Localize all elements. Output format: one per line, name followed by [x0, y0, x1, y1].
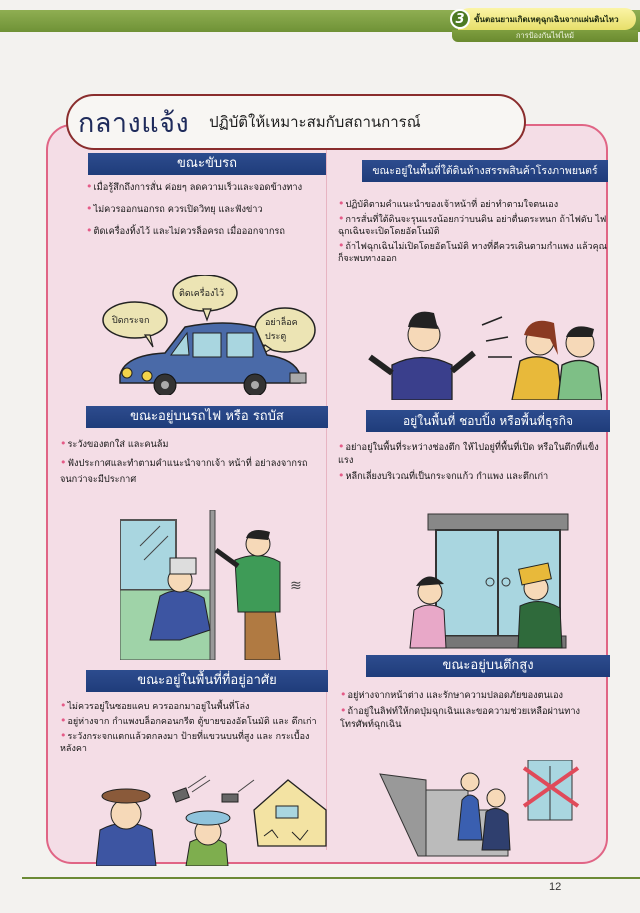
glass-door-building-illustration — [400, 510, 600, 650]
chapter-number-badge: 3 — [450, 9, 470, 29]
bullet-item: •ฟังประกาศและทำตามคำแนะนำจากเจ้า หน้าที่ อย่าลงจากรถจนกว่าจะมีประกาศ — [60, 456, 308, 485]
footer-rule — [22, 877, 640, 879]
car-illustration — [95, 275, 325, 395]
section-heading-train-bus: ขณะอยู่บนรถไฟ หรือ รถบัส — [86, 406, 328, 428]
bullet-item: •ถ้าอยู่ในลิฟท์ให้กดปุ่มฉุกเฉินและขอความช่วยเหลือผ่านทางโทรศัพท์ฉุกเฉิน — [340, 704, 580, 730]
bullet-item: •อย่าอยู่ในพื้นที่ระหว่างช่องตึก ให้ไปอยู่ที่พื้นที่เปิด หรือในตึกที่แข็งแรง — [338, 440, 599, 466]
bullet-item: •ระวังของตกใส่ และคนล้ม — [60, 437, 169, 450]
train-passengers-illustration — [120, 510, 320, 660]
svg-text:ประตู: ประตู — [265, 332, 287, 342]
page-subtitle: ปฏิบัติให้เหมาะสมกับสถานการณ์ — [209, 113, 421, 131]
bullet-item: •ติดเครื่องทิ้งไว้ และไม่ควรล็อครถ เมื่อออกจากรถ — [86, 224, 285, 237]
section-heading-shopping-business: อยู่ในพื้นที่ ชอบปิ้ง หรือพื้นที่ธุรกิจ — [366, 410, 610, 432]
bullet-item: •การสั่นที่ใต้ดินจะรุนแรงน้อยกว่าบนดิน อย่าตื่นตระหนก ถ้าไฟดับ ไฟฉุกเฉินจะเปิดโดยอัตโนมัติ — [338, 212, 607, 237]
chapter-tag — [455, 8, 636, 30]
stairs-evacuation-illustration — [378, 760, 603, 860]
residential-area-people-illustration — [96, 770, 336, 866]
bullet-item: •เมื่อรู้สึกถึงการสั่น ค่อยๆ ลดความเร็วและจอดข้างทาง — [86, 180, 303, 193]
bullet-item: •ไม่ควรอยู่ในซอยแคบ ควรออกมาอยู่ในพื้นที่โล่ง — [60, 699, 250, 712]
bullet-item: •อยู่ห่างจากหน้าต่าง และรักษาความปลอดภัยของตนเอง — [340, 688, 564, 701]
bubble-close-window: ปิดกระจก — [112, 316, 150, 326]
bullet-list-high-rise — [340, 688, 610, 733]
bullet-item: •อยู่ห่างจาก กำแพงบล็อกคอนกรีต ตู้ขายของอัตโนมัติ และ ตึกเก่า — [60, 714, 317, 727]
bullet-item: •ไม่ควรออกนอกรถ ควรเปิดวิทยุ และฟังข่าว — [86, 202, 263, 215]
section-heading-residential: ขณะอยู่ในพื้นที่ที่อยู่อาศัย — [86, 670, 328, 692]
bullet-list-train-bus — [60, 436, 322, 490]
bullet-item: •หลีกเลี่ยงบริเวณที่เป็นกระจกแก้ว กำแพง และตึกเก่า — [338, 469, 549, 482]
section-heading-driving: ขณะขับรถ — [88, 153, 326, 175]
staff-guiding-people-illustration — [362, 295, 602, 400]
chapter-subtitle: การป้องกันไฟไหม้ — [452, 30, 638, 42]
page-title: กลางแจ้ง — [78, 107, 190, 139]
section-heading-underground: ขณะอยู่ในพื้นที่ใต้ดินห้างสรรพสินค้าโรงภาพยนตร์ — [362, 160, 608, 182]
bullet-list-underground — [338, 198, 610, 267]
section-heading-high-rise: ขณะอยู่บนตึกสูง — [366, 655, 610, 677]
chapter-title: ขั้นตอนยามเกิดเหตุฉุกเฉินจากแผ่นดินไหว — [474, 14, 619, 24]
bullet-item: •ปฏิบัติตามคำแนะนำของเจ้าหน้าที่ อย่าทำตามใจตนเอง — [338, 197, 559, 210]
page-title-pill — [66, 94, 526, 150]
bullet-list-residential — [60, 700, 328, 757]
bullet-item: •ถ้าไฟฉุกเฉินไม่เปิดโดยอัตโนมัติ ทางที่ดีควรเดินตามกำแพง แล้วคุณก็จะพบทางออก — [338, 239, 607, 264]
bullet-list-driving — [86, 180, 322, 240]
bullet-list-shopping-business — [338, 440, 610, 485]
bullet-item: •ระวังกระจกแตกแล้วตกลงมา ป้ายที่แขวนบนที่สูง และ กระเบื้องหลังคา — [60, 729, 310, 754]
bubble-dont-lock: อย่าล็อค — [265, 318, 298, 328]
page-number: 12 — [549, 881, 562, 893]
svg-text:≋: ≋ — [290, 578, 302, 594]
bubble-keep-engine: ติดเครื่องไว้ — [179, 289, 224, 299]
